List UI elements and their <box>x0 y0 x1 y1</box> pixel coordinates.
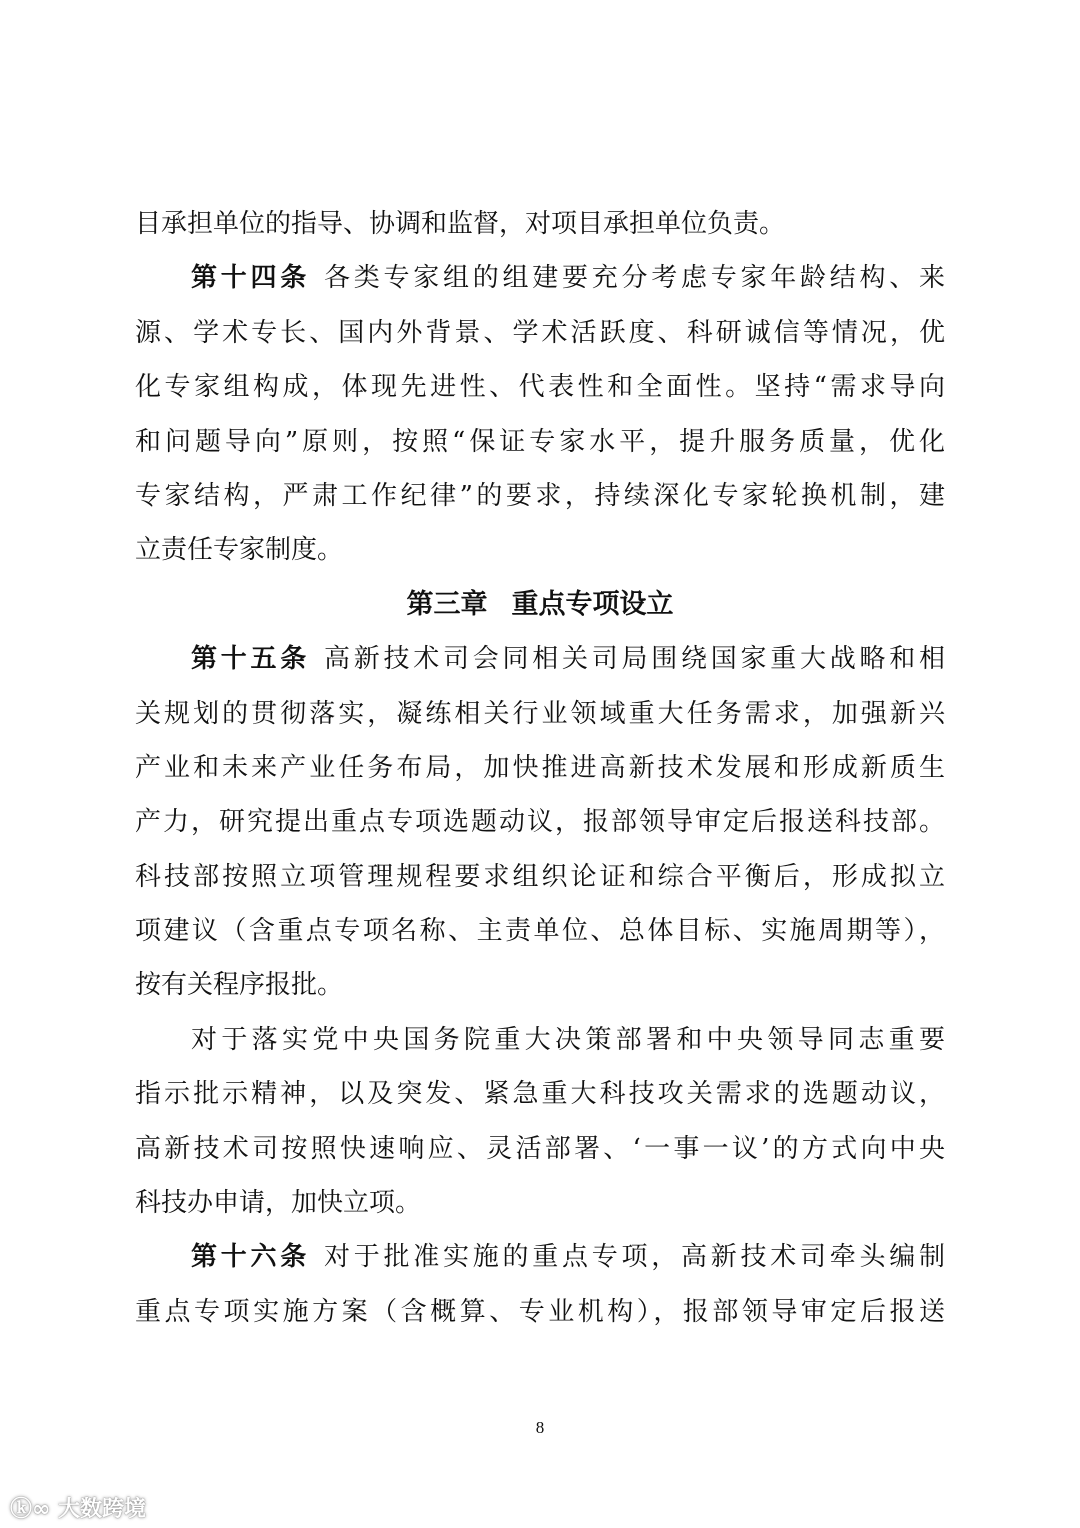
article-label: 第十四条 <box>191 263 310 294</box>
line-text: 对于批准实施的重点专项，高新技术司牵头编制 <box>324 1242 945 1273</box>
chapter-title: 重点专项设立 <box>511 588 674 620</box>
line-text: 产力，研究提出重点专项选题动议，报部领导审定后报送科技部。 <box>135 807 945 838</box>
line-text: 各类专家组的组建要充分考虑专家年龄结构、来 <box>324 263 945 294</box>
text-line <box>135 204 945 258</box>
line-text: 立责任专家制度。 <box>135 535 344 566</box>
text-line <box>135 367 945 421</box>
line-text: 产业和未来产业任务布局，加快推进高新技术发展和形成新质生 <box>135 752 945 783</box>
text-line <box>135 258 945 312</box>
text-line <box>135 1020 945 1074</box>
text-line <box>135 1074 945 1128</box>
text-line <box>135 639 945 693</box>
line-text: 和问题导向”原则，按照“保证专家水平，提升服务质量，优化 <box>135 426 945 457</box>
watermark-logo: ⓚ∞ 大数跨境 <box>10 1497 147 1522</box>
line-text: 科技部按照立项管理规程要求组织论证和综合平衡后，形成拟立 <box>135 861 945 892</box>
text-line <box>135 694 945 748</box>
text-line <box>135 1237 945 1291</box>
watermark-text: 大数跨境 <box>58 1497 147 1522</box>
line-text: 高新技术司按照快速响应、灵活部署、‘一事一议’的方式向中央 <box>135 1133 945 1164</box>
line-text: 目承担单位的指导、协调和监督，对项目承担单位负责。 <box>135 209 786 239</box>
line-text: 按有关程序报批。 <box>135 970 344 1001</box>
text-line <box>135 1183 945 1237</box>
line-text: 关规划的贯彻落实，凝练相关行业领域重大任务需求，加强新兴 <box>135 698 945 729</box>
line-text: 项建议（含重点专项名称、主责单位、总体目标、实施周期等）， <box>135 916 945 947</box>
line-text: 科技办申请，加快立项。 <box>135 1188 422 1219</box>
line-text: 化专家组构成，体现先进性、代表性和全面性。坚持“需求导向 <box>135 372 945 403</box>
line-text: 对于落实党中央国务院重大决策部署和中央领导同志重要 <box>191 1024 945 1055</box>
text-line <box>135 422 945 476</box>
page-number: 8 <box>535 1418 545 1437</box>
text-line <box>135 911 945 965</box>
chapter-heading <box>135 585 945 639</box>
line-text: 高新技术司会同相关司局围绕国家重大战略和相 <box>324 644 945 675</box>
text-line <box>135 965 945 1019</box>
document-body <box>135 204 945 1346</box>
line-text: 重点专项实施方案（含概算、专业机构），报部领导审定后报送 <box>135 1296 945 1327</box>
text-line <box>135 313 945 367</box>
text-line <box>135 476 945 530</box>
line-text: 专家结构，严肃工作纪律”的要求，持续深化专家轮换机制，建 <box>135 480 945 511</box>
line-text: 源、学术专长、国内外背景、学术活跃度、科研诚信等情况，优 <box>135 317 945 348</box>
text-line <box>135 1129 945 1183</box>
text-line <box>135 857 945 911</box>
text-line <box>135 1292 945 1346</box>
text-line <box>135 748 945 802</box>
line-text: 指示批示精神，以及突发、紧急重大科技攻关需求的选题动议， <box>135 1079 945 1110</box>
chapter-number: 第三章 <box>406 588 488 620</box>
article-label: 第十六条 <box>191 1242 310 1273</box>
text-line <box>135 530 945 584</box>
article-label: 第十五条 <box>191 644 310 675</box>
text-line <box>135 802 945 856</box>
